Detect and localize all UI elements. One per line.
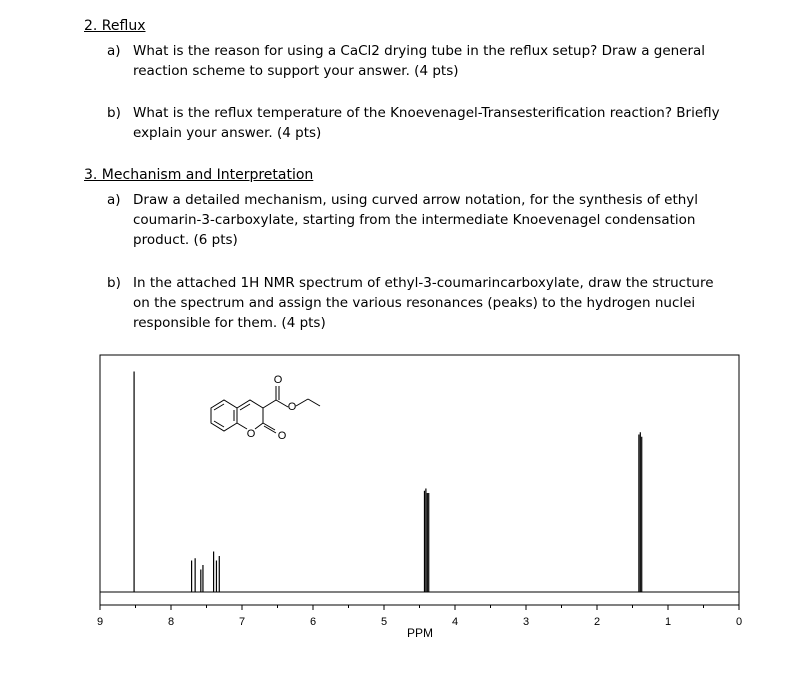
ester-oxygen-label: O xyxy=(287,401,297,413)
x-axis-tick-label: 3 xyxy=(522,616,530,628)
spectrum-peaks xyxy=(134,372,642,593)
question-2b-text-line1: What is the reflux temperature of the Knoevenagel-Transesterification reaction? Briefly xyxy=(133,105,720,121)
question-2a-text-line1: What is the reason for using a CaCl2 drying tube in the reflux setup? Draw a general xyxy=(133,43,706,59)
question-3b-text-line3: responsible for them. (4 pts) xyxy=(133,315,326,331)
x-axis-tick-label: 1 xyxy=(664,616,672,628)
question-3b-text-line2: on the spectrum and assign the various resonances (peaks) to the hydrogen nuclei xyxy=(133,295,696,311)
x-axis-tick-label: 4 xyxy=(451,616,459,628)
question-2b-label: b) xyxy=(107,105,121,121)
question-3a-text-line3: product. (6 pts) xyxy=(133,232,238,248)
pyranone-ring-top xyxy=(237,400,263,423)
x-axis-tick-label: 0 xyxy=(735,616,743,628)
ring-oxygen-label: O xyxy=(246,428,256,440)
x-axis-tick-label: 7 xyxy=(238,616,246,628)
molecule-structure-inset xyxy=(211,386,320,433)
section-2-heading: 2. Reflux xyxy=(84,18,146,34)
x-axis-tick-label: 5 xyxy=(380,616,388,628)
question-2a-text-line2: reaction scheme to support your answer. (4 pts) xyxy=(133,63,459,79)
plot-frame xyxy=(100,355,739,605)
question-3a-text-line2: coumarin-3-carboxylate, starting from the intermediate Knoevenagel condensation xyxy=(133,212,696,228)
question-3b-text-line1: In the attached 1H NMR spectrum of ethyl-3-coumarincarboxylate, draw the structure xyxy=(133,275,714,291)
question-2a-label: a) xyxy=(107,43,121,59)
x-axis-tick-label: 2 xyxy=(593,616,601,628)
ester-carbonyl-oxygen-label: O xyxy=(273,374,283,386)
question-3a-label: a) xyxy=(107,192,121,208)
question-3b-label: b) xyxy=(107,275,121,291)
question-2b-text-line2: explain your answer. (4 pts) xyxy=(133,125,322,141)
x-axis-ticks xyxy=(97,605,742,628)
benzene-ring xyxy=(211,400,237,431)
x-axis-tick-label: 9 xyxy=(96,616,104,628)
x-axis-label: PPM xyxy=(406,626,434,640)
x-axis-tick-label: 8 xyxy=(167,616,175,628)
lactone-carbonyl-oxygen-label: O xyxy=(277,430,287,442)
x-axis-tick-label: 6 xyxy=(309,616,317,628)
question-3a-text-line1: Draw a detailed mechanism, using curved arrow notation, for the synthesis of ethyl xyxy=(133,192,699,208)
section-3-heading: 3. Mechanism and Interpretation xyxy=(84,167,314,183)
